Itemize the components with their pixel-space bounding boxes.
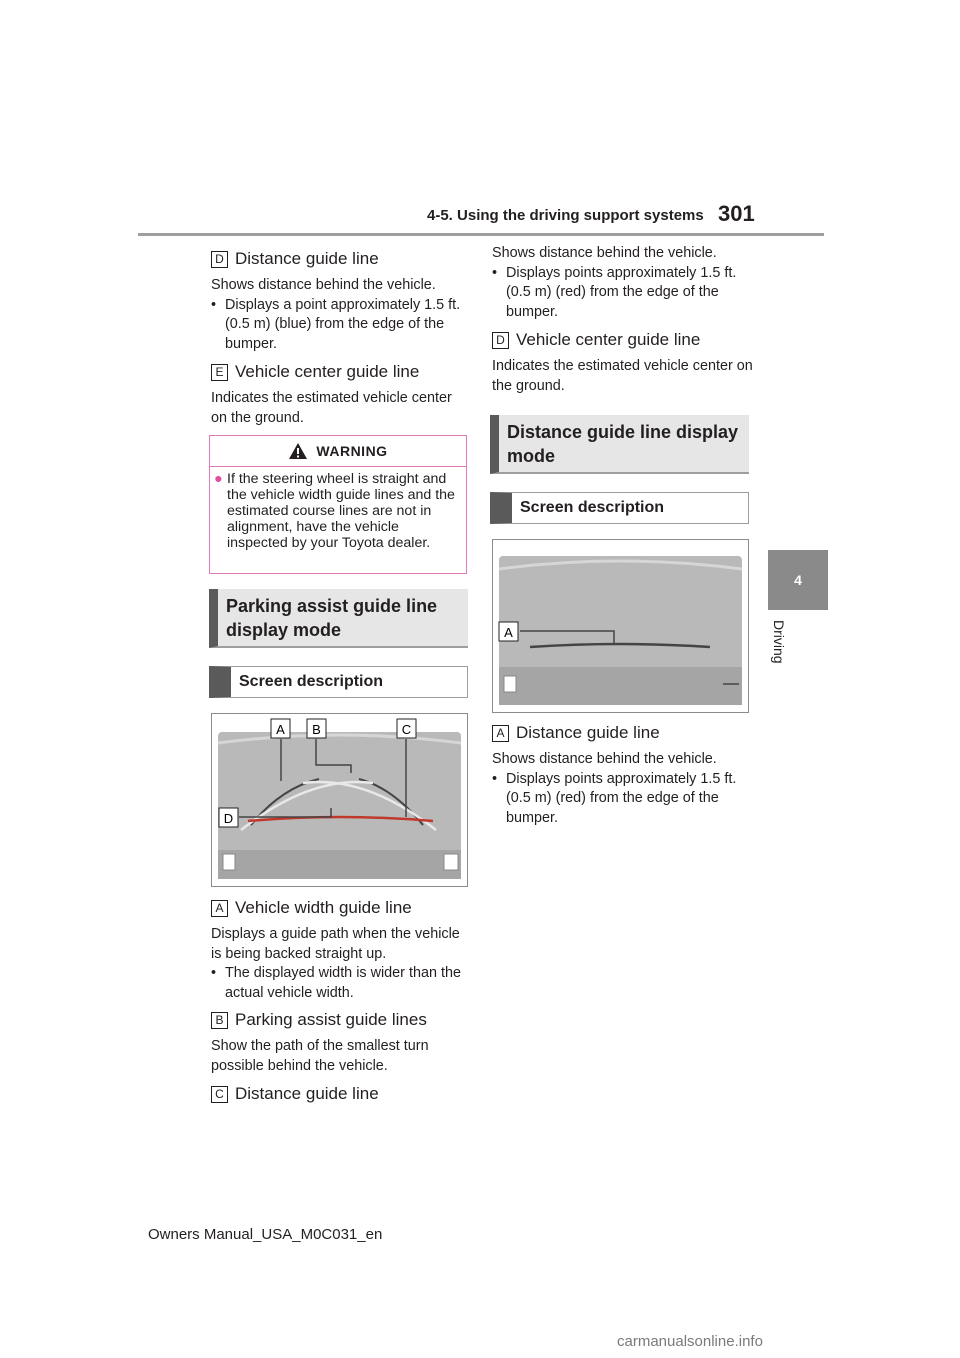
screen-description-heading: Screen description (490, 492, 749, 524)
item-title: Vehicle width guide line (235, 898, 412, 917)
item-bullet: Displays points approximately 1.5 ft. (0.5 m) (red) from the edge of the bumper. (506, 264, 737, 320)
warning-title: WARNING (316, 443, 388, 459)
warning-text: If the steering wheel is straight and the vehicle width guide lines and the estimated course lines are not in alignment, have the vehicle inspected by your Toyota dealer. (227, 471, 455, 551)
diagram-label-a: A (276, 722, 285, 737)
warning-bullet-icon: ● (214, 471, 223, 487)
left-item-d: D Distance guide line Shows distance behind the vehicle. • Displays a point approximately 1.5 ft. (0.5 m) (blue) from the edge of the bumper. (211, 249, 471, 354)
item-title: Distance guide line (235, 1084, 379, 1103)
letter-d: D (492, 332, 509, 349)
section-heading-distance-guide: Distance guide line display mode (490, 415, 749, 474)
parking-assist-diagram (211, 713, 468, 887)
chapter-label: Driving (771, 620, 787, 664)
distance-guide-diagram (492, 539, 749, 713)
left-item-b (211, 1010, 471, 1076)
screen-description-heading: Screen description (209, 666, 468, 698)
item-title: Parking assist guide lines (235, 1010, 427, 1029)
letter-a: A (211, 900, 228, 917)
item-desc: Indicates the estimated vehicle center on the ground. (492, 358, 753, 394)
item-title: Distance guide line (235, 249, 379, 268)
diagram-label-b: B (312, 722, 321, 737)
left-item-a: A Vehicle width guide line Displays a guide path when the vehicle is being backed straight up. • The displayed width is wider than the actual vehicle width. (211, 898, 471, 1003)
letter-b: B (211, 1012, 228, 1029)
item-bullet: The displayed width is wider than the actual vehicle width. (225, 965, 461, 1001)
watermark[interactable]: carmanualsonline.info (617, 1333, 763, 1350)
left-item-c (211, 1084, 471, 1104)
item-desc: Shows distance behind the vehicle. (211, 277, 436, 293)
item-desc: Displays a guide path when the vehicle is being backed straight up. (211, 926, 460, 962)
right-item-d (492, 330, 754, 396)
item-title: Vehicle center guide line (235, 362, 420, 381)
diagram-label-c: C (401, 722, 412, 737)
item-title: Vehicle center guide line (516, 330, 701, 349)
item-bullet: Displays points approximately 1.5 ft. (0.5 m) (red) from the edge of the bumper. (506, 770, 737, 826)
chapter-tab[interactable]: 4 (768, 550, 828, 610)
item-desc: Indicates the estimated vehicle center on the ground. (211, 390, 452, 426)
header-rule (138, 233, 824, 236)
section-title: 4-5. Using the driving support systems (427, 207, 704, 224)
letter-c: C (211, 1086, 228, 1103)
diagram-label-a: A (504, 625, 513, 640)
right-item-a: A Distance guide line Shows distance behind the vehicle. • Displays points approximately 1.5 ft. (0.5 m) (red) from the edge of the bumper. (492, 723, 754, 828)
item-desc: Shows distance behind the vehicle. (492, 245, 717, 261)
item-title: Distance guide line (516, 723, 660, 742)
diagram-label-d: D (223, 811, 234, 826)
right-continuation: Shows distance behind the vehicle. • Displays points approximately 1.5 ft. (0.5 m) (red) from the edge of the bumper. (492, 244, 754, 322)
letter-a: A (492, 725, 509, 742)
letter-d: D (211, 251, 228, 268)
left-item-e (211, 362, 471, 428)
warning-box (209, 435, 467, 574)
letter-e: E (211, 364, 228, 381)
warning-triangle-icon (288, 442, 308, 460)
item-desc: Show the path of the smallest turn possible behind the vehicle. (211, 1038, 429, 1074)
page-number: 301 (718, 201, 755, 226)
item-bullet: Displays a point approximately 1.5 ft. (0.5 m) (blue) from the edge of the bumper. (225, 296, 461, 352)
item-desc: Shows distance behind the vehicle. (492, 751, 717, 767)
footer-text: Owners Manual_USA_M0C031_en (148, 1226, 383, 1243)
section-heading-parking-assist: Parking assist guide line display mode (209, 589, 468, 648)
